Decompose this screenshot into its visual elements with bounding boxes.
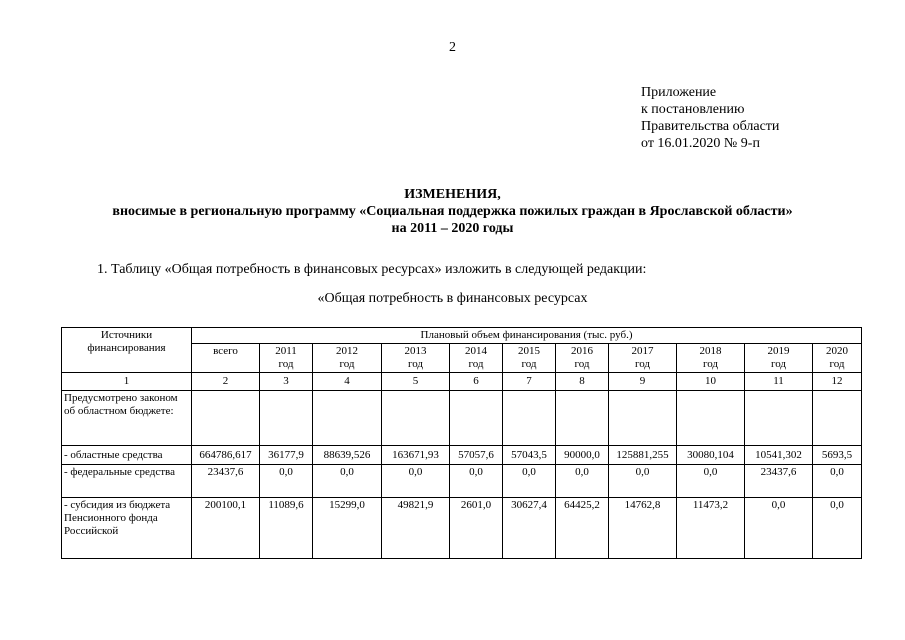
column-number: 3	[260, 373, 313, 391]
header-year	[503, 344, 556, 373]
title-line: ИЗМЕНЕНИЯ,	[404, 187, 501, 202]
header-year-value: 2014	[465, 345, 487, 357]
column-number: 7	[503, 373, 556, 391]
title-line: на 2011 – 2020 годы	[391, 221, 514, 236]
table-row	[62, 498, 862, 559]
table-cell: 0,0	[677, 465, 745, 498]
title-line: вносимые в региональную программу «Социальная поддержка пожилых граждан в Ярославской области»	[112, 204, 793, 219]
table-cell	[313, 391, 382, 446]
table-cell: 200100,1	[192, 498, 260, 559]
table-cell: 0,0	[260, 465, 313, 498]
column-number: 6	[450, 373, 503, 391]
table-cell: 0,0	[313, 465, 382, 498]
table-cell: 0,0	[503, 465, 556, 498]
table-row	[62, 465, 862, 498]
table-cell: 0,0	[450, 465, 503, 498]
header-year	[313, 344, 382, 373]
header-source: Источники финансирования	[62, 328, 192, 373]
column-number: 11	[745, 373, 813, 391]
header-year	[382, 344, 450, 373]
table-cell	[503, 391, 556, 446]
column-number: 1	[62, 373, 192, 391]
table-cell	[609, 391, 677, 446]
table-cell: 0,0	[609, 465, 677, 498]
financing-table	[61, 327, 862, 559]
table-cell: 0,0	[813, 498, 862, 559]
table-cell	[450, 391, 503, 446]
table-cell: 5693,5	[813, 446, 862, 465]
table-cell: 2601,0	[450, 498, 503, 559]
header-year	[260, 344, 313, 373]
table-cell: 0,0	[556, 465, 609, 498]
body-paragraph: 1. Таблицу «Общая потребность в финансовых ресурсах» изложить в следующей редакции:	[97, 262, 647, 277]
header-year	[813, 344, 862, 373]
table-cell: 88639,526	[313, 446, 382, 465]
appendix-line: Правительства области	[641, 119, 780, 134]
header-planned: Плановый объем финансирования (тыс. руб.)	[192, 328, 862, 344]
header-year	[677, 344, 745, 373]
table-cell	[745, 391, 813, 446]
table-cell: 23437,6	[745, 465, 813, 498]
row-label: - областные средства	[62, 446, 192, 465]
column-number: 8	[556, 373, 609, 391]
appendix-line: Приложение	[641, 85, 717, 100]
header-year-unit: год	[634, 358, 651, 370]
table-cell: 30627,4	[503, 498, 556, 559]
header-year-unit: год	[407, 358, 424, 370]
header-year-unit: год	[278, 358, 294, 370]
table-row	[62, 391, 862, 446]
table-cell: 30080,104	[677, 446, 745, 465]
appendix-line: от 16.01.2020 № 9-п	[641, 136, 760, 151]
header-year-unit: год	[339, 358, 355, 370]
table-cell: 11473,2	[677, 498, 745, 559]
header-year-unit: год	[829, 358, 845, 370]
table-cell	[260, 391, 313, 446]
header-year	[450, 344, 503, 373]
header-year-value: 2016	[571, 345, 593, 357]
table-cell: 10541,302	[745, 446, 813, 465]
page-number: 2	[449, 40, 456, 55]
header-year	[609, 344, 677, 373]
table-cell: 14762,8	[609, 498, 677, 559]
table-cell: 90000,0	[556, 446, 609, 465]
table-cell	[382, 391, 450, 446]
header-year-unit: год	[770, 358, 787, 370]
table-cell: 49821,9	[382, 498, 450, 559]
header-year-value: 2019	[767, 345, 790, 357]
column-number: 2	[192, 373, 260, 391]
appendix-block	[641, 84, 779, 152]
table-cell: 57043,5	[503, 446, 556, 465]
header-total: всего	[192, 344, 260, 373]
header-year-unit: год	[702, 358, 719, 370]
table-cell	[813, 391, 862, 446]
header-year-unit: год	[468, 358, 484, 370]
table-cell: 11089,6	[260, 498, 313, 559]
header-year-unit: год	[574, 358, 590, 370]
column-number: 5	[382, 373, 450, 391]
document-title	[0, 186, 905, 237]
appendix-line: к постановлению	[641, 102, 745, 117]
header-year-unit: год	[521, 358, 537, 370]
table-caption: «Общая потребность в финансовых ресурсах	[317, 291, 588, 306]
row-label: - субсидия из бюджета Пенсионного фонда Российской	[62, 498, 192, 559]
table-cell: 125881,255	[609, 446, 677, 465]
column-number: 4	[313, 373, 382, 391]
table-cell	[556, 391, 609, 446]
table-cell: 64425,2	[556, 498, 609, 559]
header-year-value: 2012	[336, 345, 358, 357]
table-cell: 0,0	[382, 465, 450, 498]
column-number: 10	[677, 373, 745, 391]
header-year-value: 2013	[404, 345, 427, 357]
header-year-value: 2020	[826, 345, 849, 357]
table-cell: 23437,6	[192, 465, 260, 498]
column-number: 12	[813, 373, 862, 391]
column-number: 9	[609, 373, 677, 391]
header-year	[556, 344, 609, 373]
table-cell	[677, 391, 745, 446]
table-cell	[192, 391, 260, 446]
table-row	[62, 446, 862, 465]
header-year-value: 2015	[518, 345, 540, 357]
table-cell: 36177,9	[260, 446, 313, 465]
table-cell: 664786,617	[192, 446, 260, 465]
table-cell: 0,0	[813, 465, 862, 498]
table-cell: 15299,0	[313, 498, 382, 559]
header-year-value: 2011	[275, 345, 297, 357]
header-year	[745, 344, 813, 373]
table-cell: 0,0	[745, 498, 813, 559]
row-label: - федеральные средства	[62, 465, 192, 498]
header-year-value: 2017	[631, 345, 654, 357]
table-cell: 163671,93	[382, 446, 450, 465]
table-cell: 57057,6	[450, 446, 503, 465]
header-year-value: 2018	[699, 345, 722, 357]
row-label: Предусмотрено законом об областном бюджете:	[62, 391, 192, 446]
